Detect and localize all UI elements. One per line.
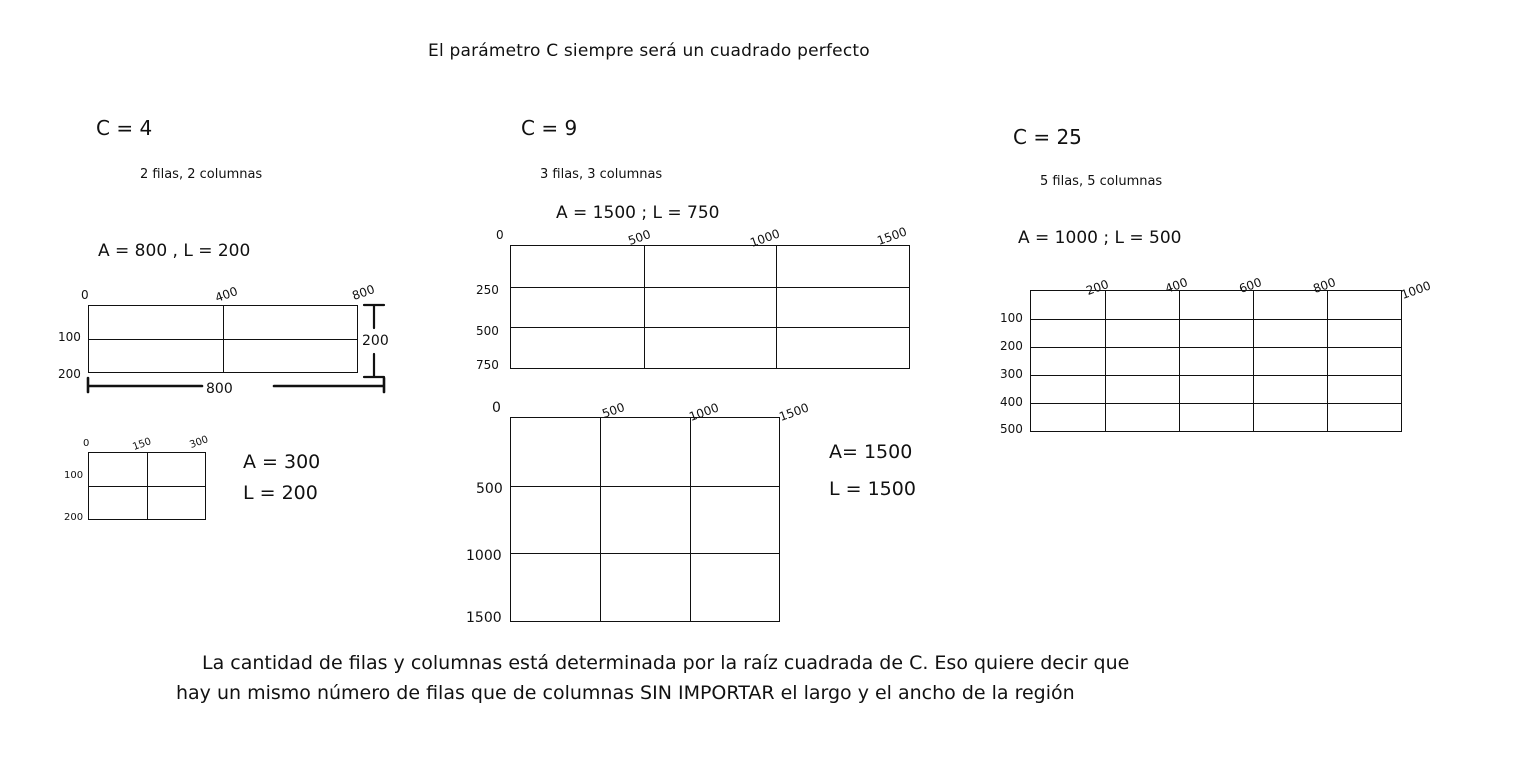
dims-label-c9-grid1: A = 1500 ; L = 750	[556, 203, 720, 223]
tick-c25-1-top-1000: 1000	[1399, 278, 1433, 302]
grid-line-horizontal	[511, 327, 909, 328]
tick-c4-1-top-400: 400	[213, 284, 240, 305]
example-label-c9: C = 9	[521, 116, 578, 140]
tick-c25-1-left-500: 500	[1000, 422, 1023, 436]
grid-line-horizontal	[1031, 347, 1401, 348]
tick-c25-1-top-600: 600	[1237, 275, 1264, 296]
grid-line-horizontal	[511, 486, 779, 487]
tick-c9-1-top-1000: 1000	[748, 226, 782, 250]
tick-c9-2-left-500: 500	[476, 481, 503, 497]
tick-c4-1-top-0: 0	[81, 288, 89, 302]
grid-line-horizontal	[89, 486, 205, 487]
tick-c25-1-left-400: 400	[1000, 395, 1023, 409]
grid-line-horizontal	[1031, 375, 1401, 376]
tick-c25-1-top-200: 200	[1084, 277, 1111, 298]
grid-c9-1	[510, 245, 910, 369]
tick-c9-2-left-1500: 1500	[466, 610, 502, 626]
grid-line-horizontal	[1031, 403, 1401, 404]
tick-c9-2-top-1000: 1000	[687, 400, 721, 424]
tick-c25-1-left-100: 100	[1000, 311, 1023, 325]
grid-line-horizontal	[89, 339, 357, 340]
grid-line-vertical	[776, 246, 777, 368]
tick-c9-1-left-750: 750	[476, 358, 499, 372]
tick-c9-1-top-1500: 1500	[875, 224, 909, 248]
width-annotation-c4-1: 800	[206, 381, 233, 397]
example-label-c4: C = 4	[96, 116, 153, 140]
grid-c9-2	[510, 417, 780, 622]
grid-line-vertical	[690, 418, 691, 621]
tick-c25-1-top-800: 800	[1311, 275, 1338, 296]
tick-c4-2-left-100: 100	[64, 470, 84, 481]
page-title: El parámetro C siempre será un cuadrado perfecto	[428, 41, 870, 61]
tick-c9-1-left-250: 250	[476, 283, 499, 297]
tick-c9-2-top-0: 0	[492, 400, 501, 416]
example-label-c25: C = 25	[1013, 125, 1082, 149]
footer-line-1: La cantidad de filas y columnas está determinada por la raíz cuadrada de C. Eso quiere decir que	[202, 652, 1130, 674]
tick-c4-2-left-200: 200	[64, 512, 84, 523]
grid-c4-1	[88, 305, 358, 373]
example-sublabel-c4: 2 filas, 2 columnas	[140, 167, 263, 182]
width-brace-c4-1	[84, 374, 384, 396]
grid-c25-1	[1030, 290, 1402, 432]
a-label-c9-2: A= 1500	[829, 441, 913, 463]
example-sublabel-c25: 5 filas, 5 columnas	[1040, 174, 1163, 189]
tick-c25-1-top-400: 400	[1163, 275, 1190, 296]
dims-label-c4-grid1: A = 800 , L = 200	[98, 241, 251, 261]
footer-line-2: hay un mismo número de filas que de columnas SIN IMPORTAR el largo y el ancho de la región	[176, 682, 1075, 704]
tick-c9-1-top-0: 0	[496, 228, 504, 242]
l-label-c9-2: L = 1500	[829, 478, 916, 500]
grid-line-vertical	[600, 418, 601, 621]
example-sublabel-c9: 3 filas, 3 columnas	[540, 167, 663, 182]
l-label-c4-2: L = 200	[243, 482, 318, 504]
grid-line-horizontal	[511, 553, 779, 554]
grid-c4-2	[88, 452, 206, 520]
grid-line-vertical	[1327, 291, 1328, 431]
grid-line-vertical	[1253, 291, 1254, 431]
tick-c25-1-left-200: 200	[1000, 339, 1023, 353]
tick-c9-2-top-500: 500	[600, 400, 627, 421]
dims-label-c25-grid1: A = 1000 ; L = 500	[1018, 228, 1182, 248]
tick-c4-1-top-800: 800	[350, 282, 377, 303]
grid-line-vertical	[1105, 291, 1106, 431]
tick-c9-2-left-1000: 1000	[466, 548, 502, 564]
tick-c9-1-top-500: 500	[626, 227, 653, 248]
a-label-c4-2: A = 300	[243, 451, 321, 473]
tick-c4-1-left-100: 100	[58, 330, 81, 344]
tick-c9-2-top-1500: 1500	[777, 400, 811, 424]
tick-c4-2-top-300: 300	[188, 434, 210, 451]
grid-line-vertical	[1179, 291, 1180, 431]
grid-line-horizontal	[511, 287, 909, 288]
grid-line-horizontal	[1031, 319, 1401, 320]
tick-c4-2-top-150: 150	[131, 436, 153, 453]
height-annotation-c4-1: 200	[362, 333, 389, 349]
tick-c9-1-left-500: 500	[476, 324, 499, 338]
tick-c4-1-left-200: 200	[58, 367, 81, 381]
grid-line-vertical	[644, 246, 645, 368]
tick-c4-2-top-0: 0	[83, 438, 90, 449]
tick-c25-1-left-300: 300	[1000, 367, 1023, 381]
